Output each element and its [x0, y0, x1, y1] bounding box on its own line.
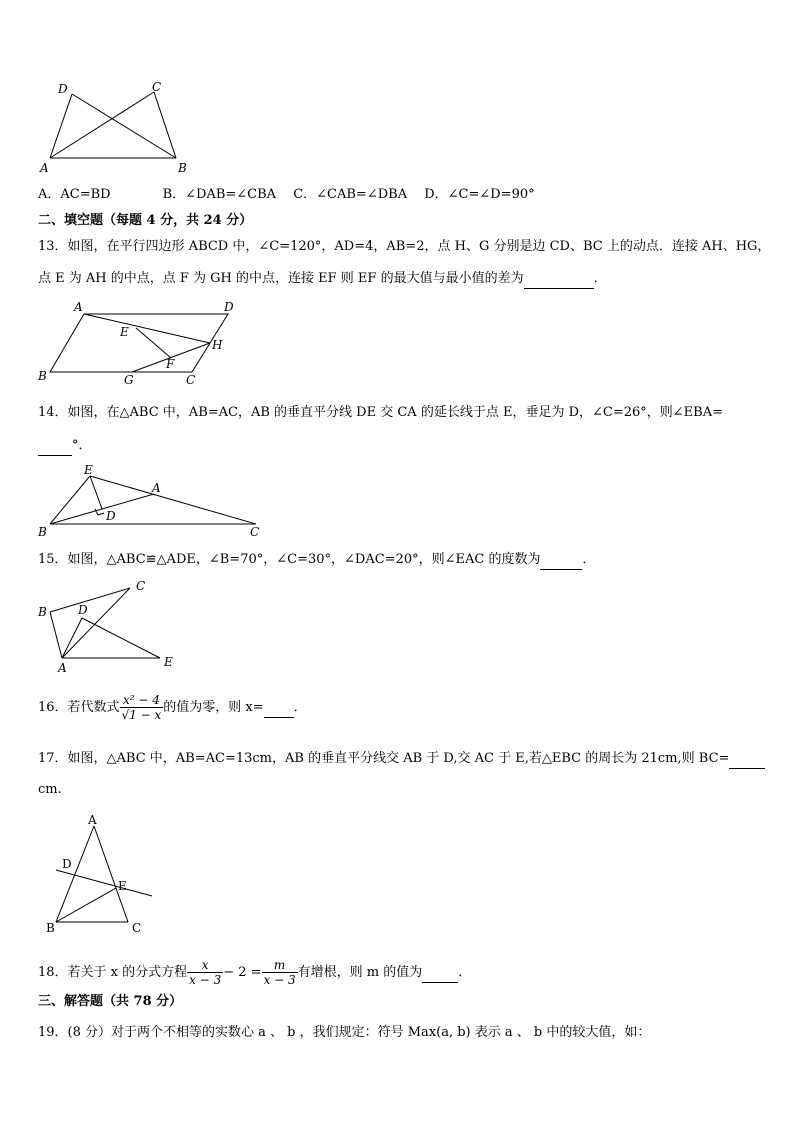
label-e: E	[164, 655, 173, 669]
q18-lhs-fraction	[187, 958, 223, 987]
q16-prefix: 16．若代数式	[38, 700, 120, 715]
label-a: A	[74, 300, 83, 314]
perpendicular-bisector	[56, 870, 152, 896]
q17-text: 17．如图，△ABC 中，AB=AC=13cm，AB 的垂直平分线交 AB 于 D,交 AC 于 E,若△EBC 的周长为 21cm,则 BC=	[38, 751, 730, 766]
label-f: F	[166, 357, 175, 371]
label-h: H	[212, 338, 223, 352]
q14-end: °．	[72, 438, 92, 453]
figure-q14	[36, 462, 268, 540]
q14-answer-blank[interactable]	[38, 437, 72, 456]
label-c: C	[136, 579, 146, 593]
q14-line1: 14．如图，在△ABC 中，AB=AC，AB 的垂直平分线 DE 交 CA 的延长线于点 E，垂足为 D，∠C=26°，则∠EBA=	[38, 405, 723, 420]
q13-text: 点 E 为 AH 的中点，点 F 为 GH 的中点，连接 EF 则 EF 的最大值与最小值的差为	[38, 271, 524, 286]
q18-prefix: 18．若关于 x 的分式方程	[38, 965, 188, 980]
q17-line2: cm.	[38, 782, 62, 797]
q18-line	[38, 958, 471, 987]
label-d: D	[58, 82, 68, 96]
label-d: D	[106, 509, 116, 523]
q16-suffix: 的值为零，则 x=	[163, 700, 264, 715]
q13-answer-blank[interactable]	[524, 270, 594, 289]
label-b: B	[38, 525, 47, 539]
q18-rhs-fraction	[262, 958, 298, 987]
q18-answer-blank[interactable]	[422, 964, 458, 983]
label-g: G	[124, 373, 134, 387]
label-c: C	[152, 80, 162, 94]
q14-line2	[38, 437, 92, 456]
segment-be	[56, 888, 116, 922]
q17-answer-blank[interactable]	[729, 750, 765, 769]
section-fill-in-title: 二、填空题（每题 4 分，共 24 分）	[38, 213, 253, 228]
label-c: C	[132, 921, 142, 935]
label-e: E	[120, 325, 129, 339]
segment-ad	[62, 618, 82, 658]
q15-text: 15．如图，△ABC≌△ADE，∠B=70°，∠C=30°，∠DAC=20°，则∠EAC 的度数为	[38, 552, 541, 567]
segment-de	[82, 618, 160, 658]
label-a: A	[58, 661, 67, 674]
q13-end: ．	[593, 271, 607, 286]
label-e: E	[84, 463, 93, 477]
segment-ac	[94, 826, 128, 922]
figure-q15	[36, 578, 186, 674]
label-c: C	[186, 373, 196, 387]
label-e: E	[118, 879, 127, 893]
section-answer-title: 三、解答题（共 78 分）	[38, 994, 183, 1009]
figure-q17	[40, 814, 164, 938]
segment-cb	[154, 92, 176, 158]
segment-da	[50, 94, 72, 158]
label-b: B	[38, 369, 47, 383]
segment-ba	[50, 612, 62, 658]
q18-suffix: 有增根，则 m 的值为	[297, 965, 423, 980]
segment-ed	[90, 476, 102, 509]
q15-line	[38, 551, 595, 570]
q15-answer-blank[interactable]	[540, 551, 582, 570]
q18-middle: − 2 =	[223, 965, 262, 980]
figure-q12	[36, 80, 206, 180]
label-b: B	[38, 605, 47, 619]
q18-lhs-denominator: x − 3	[189, 973, 222, 987]
q18-lhs-numerator: x	[187, 958, 223, 973]
q16-end: ．	[293, 700, 307, 715]
q12-options: A．AC=BD B．∠DAB=∠CBA C．∠CAB=∠DBA D．∠C=∠D=90°	[38, 187, 535, 202]
q13-line1: 13．如图，在平行四边形 ABCD 中，∠C=120°，AD=4，AB=2，点 H、G 分别是边 CD、BC 上的动点．连接 AH、HG，	[38, 239, 771, 254]
q19-line: 19．(8 分）对于两个不相等的实数心 a 、 b ，我们规定：符号 Max(a, b) 表示 a 、 b 中的较大值，如：	[38, 1025, 651, 1040]
q16-numerator: x² − 4	[120, 693, 164, 708]
segment-be	[50, 476, 90, 524]
label-d: D	[224, 300, 234, 314]
label-d: D	[62, 857, 72, 871]
q16-line	[38, 693, 307, 722]
q18-end: ．	[458, 965, 472, 980]
q16-denominator: √1 − x	[121, 708, 162, 722]
q18-rhs-denominator: x − 3	[263, 973, 296, 987]
segment-db	[72, 94, 176, 158]
label-b: B	[178, 161, 187, 175]
q16-fraction	[120, 693, 164, 722]
label-a: A	[152, 481, 161, 495]
q17-line1	[38, 750, 765, 769]
q18-rhs-numerator: m	[262, 958, 298, 973]
q16-answer-blank[interactable]	[264, 699, 294, 718]
label-c: C	[250, 525, 260, 539]
q13-line2	[38, 270, 607, 289]
parallelogram-abcd	[50, 314, 228, 372]
segment-ca	[50, 92, 154, 158]
figure-q13	[36, 298, 246, 390]
label-d: D	[78, 603, 88, 617]
label-a: A	[40, 161, 49, 175]
q15-end: ．	[582, 552, 596, 567]
segment-ah	[84, 314, 210, 343]
label-b: B	[46, 921, 55, 935]
segment-ab	[56, 826, 94, 922]
label-a: A	[88, 814, 97, 827]
